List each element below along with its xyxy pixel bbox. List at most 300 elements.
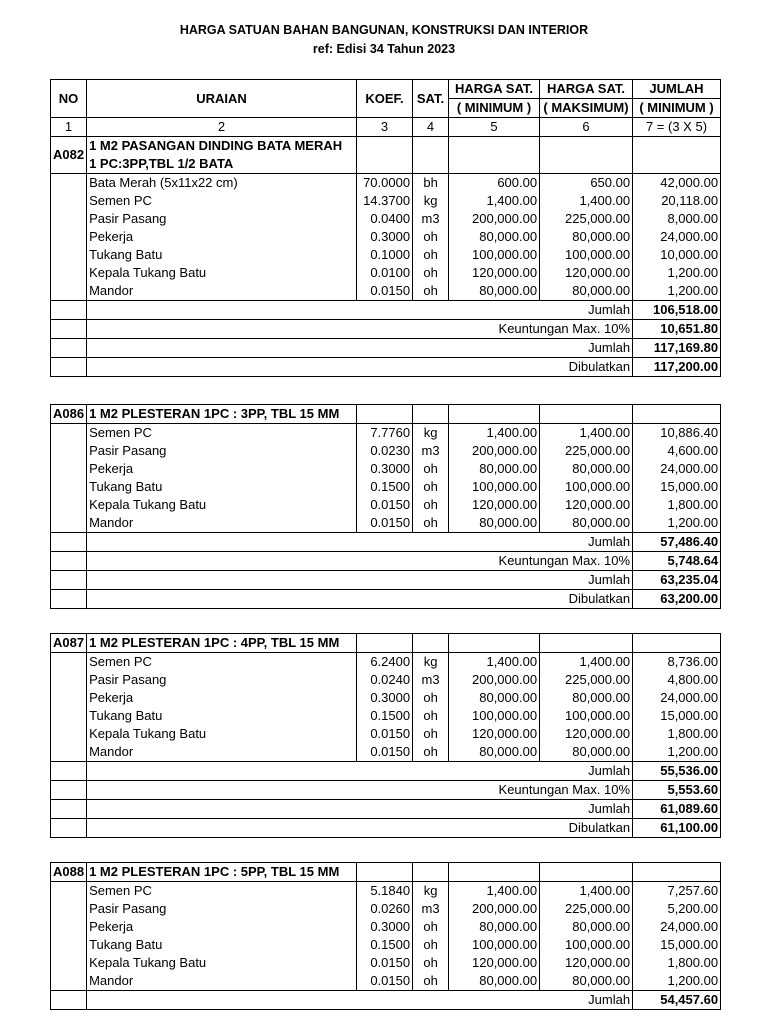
item-koef: 0.1500 bbox=[357, 707, 413, 725]
header-koef: KOEF. bbox=[357, 80, 413, 118]
column-number: 1 bbox=[51, 118, 87, 137]
table-row bbox=[51, 460, 721, 478]
item-price-max: 80,000.00 bbox=[540, 689, 633, 707]
summary-label: Keuntungan Max. 10% bbox=[87, 552, 633, 571]
item-unit: oh bbox=[413, 282, 449, 301]
row-no-cell bbox=[51, 571, 87, 590]
item-price-min: 80,000.00 bbox=[449, 282, 540, 301]
item-price-min: 80,000.00 bbox=[449, 972, 540, 991]
item-total: 8,000.00 bbox=[633, 210, 721, 228]
table-row bbox=[51, 174, 721, 193]
row-no-cell bbox=[51, 725, 87, 743]
header-sat: SAT. bbox=[413, 80, 449, 118]
table-row bbox=[51, 707, 721, 725]
item-koef: 0.0100 bbox=[357, 264, 413, 282]
item-price-min: 80,000.00 bbox=[449, 743, 540, 762]
summary-row bbox=[51, 358, 721, 377]
row-no-cell bbox=[51, 552, 87, 571]
item-price-min: 1,400.00 bbox=[449, 192, 540, 210]
row-no-cell bbox=[51, 800, 87, 819]
summary-row bbox=[51, 533, 721, 552]
table-row bbox=[51, 689, 721, 707]
table-row bbox=[51, 653, 721, 672]
summary-value: 117,169.80 bbox=[633, 339, 721, 358]
column-number: 6 bbox=[540, 118, 633, 137]
item-price-max: 80,000.00 bbox=[540, 282, 633, 301]
item-price-max: 225,000.00 bbox=[540, 442, 633, 460]
table-row bbox=[51, 972, 721, 991]
summary-label: Jumlah bbox=[87, 533, 633, 552]
max-cell bbox=[540, 634, 633, 653]
document-subtitle: ref: Edisi 34 Tahun 2023 bbox=[312, 42, 456, 56]
item-koef: 0.0150 bbox=[357, 972, 413, 991]
item-price-min: 1,400.00 bbox=[449, 653, 540, 672]
item-name: Pasir Pasang bbox=[87, 671, 357, 689]
min-cell bbox=[449, 405, 540, 424]
column-number: 2 bbox=[87, 118, 357, 137]
item-name: Kepala Tukang Batu bbox=[87, 496, 357, 514]
item-name: Kepala Tukang Batu bbox=[87, 725, 357, 743]
summary-row bbox=[51, 301, 721, 320]
item-total: 1,200.00 bbox=[633, 264, 721, 282]
section-title: 1 PC:3PP,TBL 1/2 BATA bbox=[87, 155, 357, 174]
item-total: 24,000.00 bbox=[633, 228, 721, 246]
table-row bbox=[51, 264, 721, 282]
total-cell bbox=[633, 863, 721, 882]
total-cell bbox=[633, 405, 721, 424]
item-price-min: 120,000.00 bbox=[449, 725, 540, 743]
total-cell bbox=[633, 137, 721, 174]
item-price-min: 200,000.00 bbox=[449, 210, 540, 228]
item-price-min: 80,000.00 bbox=[449, 228, 540, 246]
item-koef: 0.3000 bbox=[357, 689, 413, 707]
row-no-cell bbox=[51, 174, 87, 193]
item-price-min: 100,000.00 bbox=[449, 478, 540, 496]
section-a088 bbox=[50, 862, 721, 1010]
item-unit: oh bbox=[413, 496, 449, 514]
item-total: 24,000.00 bbox=[633, 918, 721, 936]
item-unit: kg bbox=[413, 882, 449, 901]
item-total: 10,886.40 bbox=[633, 424, 721, 443]
table-row bbox=[51, 496, 721, 514]
item-unit: oh bbox=[413, 707, 449, 725]
sat-cell bbox=[413, 634, 449, 653]
item-total: 4,600.00 bbox=[633, 442, 721, 460]
table-row bbox=[51, 210, 721, 228]
summary-row bbox=[51, 320, 721, 339]
item-unit: oh bbox=[413, 954, 449, 972]
item-total: 15,000.00 bbox=[633, 936, 721, 954]
item-name: Pasir Pasang bbox=[87, 900, 357, 918]
sat-cell bbox=[413, 863, 449, 882]
table-row bbox=[51, 514, 721, 533]
item-unit: oh bbox=[413, 936, 449, 954]
row-no-cell bbox=[51, 743, 87, 762]
item-price-min: 120,000.00 bbox=[449, 954, 540, 972]
item-total: 1,200.00 bbox=[633, 514, 721, 533]
row-no-cell bbox=[51, 358, 87, 377]
row-no-cell bbox=[51, 301, 87, 320]
item-name: Tukang Batu bbox=[87, 707, 357, 725]
item-name: Mandor bbox=[87, 282, 357, 301]
summary-label: Keuntungan Max. 10% bbox=[87, 320, 633, 339]
section-code: A087 bbox=[51, 634, 87, 653]
item-koef: 0.0240 bbox=[357, 671, 413, 689]
item-price-max: 1,400.00 bbox=[540, 192, 633, 210]
summary-row bbox=[51, 762, 721, 781]
summary-value: 5,748.64 bbox=[633, 552, 721, 571]
summary-value: 55,536.00 bbox=[633, 762, 721, 781]
row-no-cell bbox=[51, 954, 87, 972]
document-title: HARGA SATUAN BAHAN BANGUNAN, KONSTRUKSI DAN INTERIOR bbox=[179, 23, 589, 37]
header-no: NO bbox=[51, 80, 87, 118]
item-name: Tukang Batu bbox=[87, 246, 357, 264]
section-title-row bbox=[51, 137, 721, 156]
item-total: 20,118.00 bbox=[633, 192, 721, 210]
item-unit: oh bbox=[413, 478, 449, 496]
row-no-cell bbox=[51, 936, 87, 954]
summary-row bbox=[51, 991, 721, 1010]
max-cell bbox=[540, 405, 633, 424]
item-koef: 0.0230 bbox=[357, 442, 413, 460]
item-price-max: 100,000.00 bbox=[540, 707, 633, 725]
table-row bbox=[51, 282, 721, 301]
table-row bbox=[51, 743, 721, 762]
min-cell bbox=[449, 137, 540, 174]
item-price-max: 80,000.00 bbox=[540, 743, 633, 762]
item-koef: 7.7760 bbox=[357, 424, 413, 443]
header-harga-min-sub: ( MINIMUM ) bbox=[449, 99, 540, 118]
max-cell bbox=[540, 863, 633, 882]
row-no-cell bbox=[51, 991, 87, 1010]
item-koef: 0.1000 bbox=[357, 246, 413, 264]
summary-value: 54,457.60 bbox=[633, 991, 721, 1010]
item-price-max: 100,000.00 bbox=[540, 936, 633, 954]
table-row bbox=[51, 478, 721, 496]
row-no-cell bbox=[51, 282, 87, 301]
item-total: 42,000.00 bbox=[633, 174, 721, 193]
item-price-max: 225,000.00 bbox=[540, 900, 633, 918]
section-title-row bbox=[51, 634, 721, 653]
summary-value: 10,651.80 bbox=[633, 320, 721, 339]
summary-value: 57,486.40 bbox=[633, 533, 721, 552]
item-koef: 0.1500 bbox=[357, 478, 413, 496]
item-name: Mandor bbox=[87, 514, 357, 533]
item-unit: oh bbox=[413, 689, 449, 707]
item-name: Semen PC bbox=[87, 882, 357, 901]
table-row bbox=[51, 954, 721, 972]
item-price-min: 80,000.00 bbox=[449, 514, 540, 533]
item-name: Mandor bbox=[87, 972, 357, 991]
item-name: Bata Merah (5x11x22 cm) bbox=[87, 174, 357, 193]
item-koef: 5.1840 bbox=[357, 882, 413, 901]
item-price-min: 100,000.00 bbox=[449, 936, 540, 954]
item-price-max: 225,000.00 bbox=[540, 210, 633, 228]
item-koef: 0.3000 bbox=[357, 228, 413, 246]
sat-cell bbox=[413, 137, 449, 174]
row-no-cell bbox=[51, 514, 87, 533]
summary-label: Dibulatkan bbox=[87, 358, 633, 377]
item-koef: 6.2400 bbox=[357, 653, 413, 672]
item-koef: 0.0150 bbox=[357, 743, 413, 762]
row-no-cell bbox=[51, 246, 87, 264]
item-total: 1,800.00 bbox=[633, 954, 721, 972]
summary-label: Jumlah bbox=[87, 800, 633, 819]
item-price-max: 80,000.00 bbox=[540, 460, 633, 478]
row-no-cell bbox=[51, 320, 87, 339]
item-unit: oh bbox=[413, 246, 449, 264]
section-title: 1 M2 PASANGAN DINDING BATA MERAH bbox=[87, 137, 357, 156]
koef-cell bbox=[357, 634, 413, 653]
item-total: 5,200.00 bbox=[633, 900, 721, 918]
item-koef: 0.3000 bbox=[357, 460, 413, 478]
summary-label: Dibulatkan bbox=[87, 590, 633, 609]
summary-value: 63,200.00 bbox=[633, 590, 721, 609]
row-no-cell bbox=[51, 900, 87, 918]
item-koef: 0.0150 bbox=[357, 282, 413, 301]
row-no-cell bbox=[51, 264, 87, 282]
row-no-cell bbox=[51, 819, 87, 838]
table-header bbox=[50, 79, 721, 137]
item-price-max: 650.00 bbox=[540, 174, 633, 193]
koef-cell bbox=[357, 405, 413, 424]
item-koef: 0.0150 bbox=[357, 514, 413, 533]
section-title-row bbox=[51, 863, 721, 882]
item-price-max: 120,000.00 bbox=[540, 725, 633, 743]
item-price-min: 1,400.00 bbox=[449, 424, 540, 443]
item-koef: 0.1500 bbox=[357, 936, 413, 954]
item-unit: oh bbox=[413, 514, 449, 533]
item-price-max: 120,000.00 bbox=[540, 496, 633, 514]
item-unit: oh bbox=[413, 972, 449, 991]
item-unit: kg bbox=[413, 653, 449, 672]
item-name: Pekerja bbox=[87, 689, 357, 707]
row-no-cell bbox=[51, 460, 87, 478]
item-koef: 70.0000 bbox=[357, 174, 413, 193]
item-total: 24,000.00 bbox=[633, 460, 721, 478]
row-no-cell bbox=[51, 972, 87, 991]
header-jumlah-sub: ( MINIMUM ) bbox=[633, 99, 721, 118]
min-cell bbox=[449, 863, 540, 882]
item-price-min: 120,000.00 bbox=[449, 496, 540, 514]
table-row bbox=[51, 882, 721, 901]
item-name: Pekerja bbox=[87, 228, 357, 246]
item-koef: 0.0150 bbox=[357, 496, 413, 514]
item-total: 7,257.60 bbox=[633, 882, 721, 901]
item-price-max: 1,400.00 bbox=[540, 653, 633, 672]
summary-value: 5,553.60 bbox=[633, 781, 721, 800]
summary-label: Jumlah bbox=[87, 301, 633, 320]
row-no-cell bbox=[51, 442, 87, 460]
item-name: Semen PC bbox=[87, 653, 357, 672]
table-row bbox=[51, 725, 721, 743]
item-unit: bh bbox=[413, 174, 449, 193]
item-price-min: 80,000.00 bbox=[449, 689, 540, 707]
item-price-min: 80,000.00 bbox=[449, 460, 540, 478]
section-a082 bbox=[50, 136, 721, 377]
column-number: 7 = (3 X 5) bbox=[633, 118, 721, 137]
item-unit: oh bbox=[413, 228, 449, 246]
item-total: 1,200.00 bbox=[633, 282, 721, 301]
summary-label: Dibulatkan bbox=[87, 819, 633, 838]
summary-row bbox=[51, 339, 721, 358]
table-row bbox=[51, 936, 721, 954]
item-price-min: 80,000.00 bbox=[449, 918, 540, 936]
row-no-cell bbox=[51, 653, 87, 672]
row-no-cell bbox=[51, 228, 87, 246]
row-no-cell bbox=[51, 339, 87, 358]
item-unit: kg bbox=[413, 424, 449, 443]
section-title-row bbox=[51, 405, 721, 424]
row-no-cell bbox=[51, 762, 87, 781]
summary-row bbox=[51, 590, 721, 609]
summary-label: Jumlah bbox=[87, 991, 633, 1010]
item-name: Pekerja bbox=[87, 460, 357, 478]
section-title: 1 M2 PLESTERAN 1PC : 3PP, TBL 15 MM bbox=[87, 405, 357, 424]
item-unit: m3 bbox=[413, 442, 449, 460]
item-koef: 0.3000 bbox=[357, 918, 413, 936]
summary-value: 63,235.04 bbox=[633, 571, 721, 590]
item-koef: 0.0150 bbox=[357, 725, 413, 743]
header-harga-min: HARGA SAT. bbox=[449, 80, 540, 99]
item-price-max: 225,000.00 bbox=[540, 671, 633, 689]
item-name: Pasir Pasang bbox=[87, 210, 357, 228]
item-name: Tukang Batu bbox=[87, 936, 357, 954]
item-price-max: 100,000.00 bbox=[540, 478, 633, 496]
summary-value: 61,089.60 bbox=[633, 800, 721, 819]
column-number: 3 bbox=[357, 118, 413, 137]
header-harga-max: HARGA SAT. bbox=[540, 80, 633, 99]
section-a087 bbox=[50, 633, 721, 838]
table-row bbox=[51, 246, 721, 264]
table-row bbox=[51, 671, 721, 689]
item-name: Semen PC bbox=[87, 192, 357, 210]
item-price-max: 120,000.00 bbox=[540, 264, 633, 282]
item-price-min: 200,000.00 bbox=[449, 671, 540, 689]
section-code: A082 bbox=[51, 137, 87, 174]
summary-label: Jumlah bbox=[87, 571, 633, 590]
item-total: 4,800.00 bbox=[633, 671, 721, 689]
item-name: Tukang Batu bbox=[87, 478, 357, 496]
item-unit: oh bbox=[413, 725, 449, 743]
item-price-min: 600.00 bbox=[449, 174, 540, 193]
item-unit: m3 bbox=[413, 210, 449, 228]
item-total: 1,800.00 bbox=[633, 496, 721, 514]
item-unit: m3 bbox=[413, 671, 449, 689]
section-code: A088 bbox=[51, 863, 87, 882]
item-name: Mandor bbox=[87, 743, 357, 762]
item-unit: oh bbox=[413, 743, 449, 762]
table-row bbox=[51, 192, 721, 210]
summary-value: 61,100.00 bbox=[633, 819, 721, 838]
table-row bbox=[51, 918, 721, 936]
section-a086 bbox=[50, 404, 721, 609]
summary-label: Jumlah bbox=[87, 762, 633, 781]
item-unit: m3 bbox=[413, 900, 449, 918]
max-cell bbox=[540, 137, 633, 174]
item-total: 8,736.00 bbox=[633, 653, 721, 672]
item-price-min: 200,000.00 bbox=[449, 900, 540, 918]
row-no-cell bbox=[51, 918, 87, 936]
row-no-cell bbox=[51, 210, 87, 228]
row-no-cell bbox=[51, 533, 87, 552]
row-no-cell bbox=[51, 671, 87, 689]
summary-label: Keuntungan Max. 10% bbox=[87, 781, 633, 800]
item-total: 1,800.00 bbox=[633, 725, 721, 743]
item-price-min: 100,000.00 bbox=[449, 246, 540, 264]
item-koef: 0.0150 bbox=[357, 954, 413, 972]
row-no-cell bbox=[51, 192, 87, 210]
item-price-max: 80,000.00 bbox=[540, 514, 633, 533]
sat-cell bbox=[413, 405, 449, 424]
item-total: 15,000.00 bbox=[633, 478, 721, 496]
item-total: 1,200.00 bbox=[633, 972, 721, 991]
summary-row bbox=[51, 552, 721, 571]
item-price-min: 1,400.00 bbox=[449, 882, 540, 901]
summary-row bbox=[51, 781, 721, 800]
row-no-cell bbox=[51, 590, 87, 609]
item-koef: 0.0260 bbox=[357, 900, 413, 918]
summary-row bbox=[51, 571, 721, 590]
header-harga-max-sub: ( MAKSIMUM) bbox=[540, 99, 633, 118]
item-unit: oh bbox=[413, 918, 449, 936]
summary-row bbox=[51, 819, 721, 838]
item-price-min: 200,000.00 bbox=[449, 442, 540, 460]
row-no-cell bbox=[51, 689, 87, 707]
item-price-min: 120,000.00 bbox=[449, 264, 540, 282]
row-no-cell bbox=[51, 478, 87, 496]
item-koef: 0.0400 bbox=[357, 210, 413, 228]
header-jumlah: JUMLAH bbox=[633, 80, 721, 99]
row-no-cell bbox=[51, 882, 87, 901]
row-no-cell bbox=[51, 707, 87, 725]
section-code: A086 bbox=[51, 405, 87, 424]
item-total: 10,000.00 bbox=[633, 246, 721, 264]
column-number: 4 bbox=[413, 118, 449, 137]
table-row bbox=[51, 900, 721, 918]
min-cell bbox=[449, 634, 540, 653]
summary-value: 117,200.00 bbox=[633, 358, 721, 377]
item-name: Kepala Tukang Batu bbox=[87, 264, 357, 282]
item-price-max: 100,000.00 bbox=[540, 246, 633, 264]
summary-label: Jumlah bbox=[87, 339, 633, 358]
item-price-max: 1,400.00 bbox=[540, 424, 633, 443]
section-title: 1 M2 PLESTERAN 1PC : 5PP, TBL 15 MM bbox=[87, 863, 357, 882]
item-name: Pekerja bbox=[87, 918, 357, 936]
item-price-max: 80,000.00 bbox=[540, 972, 633, 991]
summary-value: 106,518.00 bbox=[633, 301, 721, 320]
table-row bbox=[51, 228, 721, 246]
item-unit: oh bbox=[413, 264, 449, 282]
item-name: Pasir Pasang bbox=[87, 442, 357, 460]
item-name: Kepala Tukang Batu bbox=[87, 954, 357, 972]
row-no-cell bbox=[51, 424, 87, 443]
item-price-max: 120,000.00 bbox=[540, 954, 633, 972]
header-uraian: URAIAN bbox=[87, 80, 357, 118]
koef-cell bbox=[357, 863, 413, 882]
item-price-max: 1,400.00 bbox=[540, 882, 633, 901]
item-price-min: 100,000.00 bbox=[449, 707, 540, 725]
koef-cell bbox=[357, 137, 413, 174]
total-cell bbox=[633, 634, 721, 653]
item-name: Semen PC bbox=[87, 424, 357, 443]
column-number: 5 bbox=[449, 118, 540, 137]
row-no-cell bbox=[51, 496, 87, 514]
item-price-max: 80,000.00 bbox=[540, 228, 633, 246]
table-row bbox=[51, 424, 721, 443]
row-no-cell bbox=[51, 781, 87, 800]
item-total: 24,000.00 bbox=[633, 689, 721, 707]
